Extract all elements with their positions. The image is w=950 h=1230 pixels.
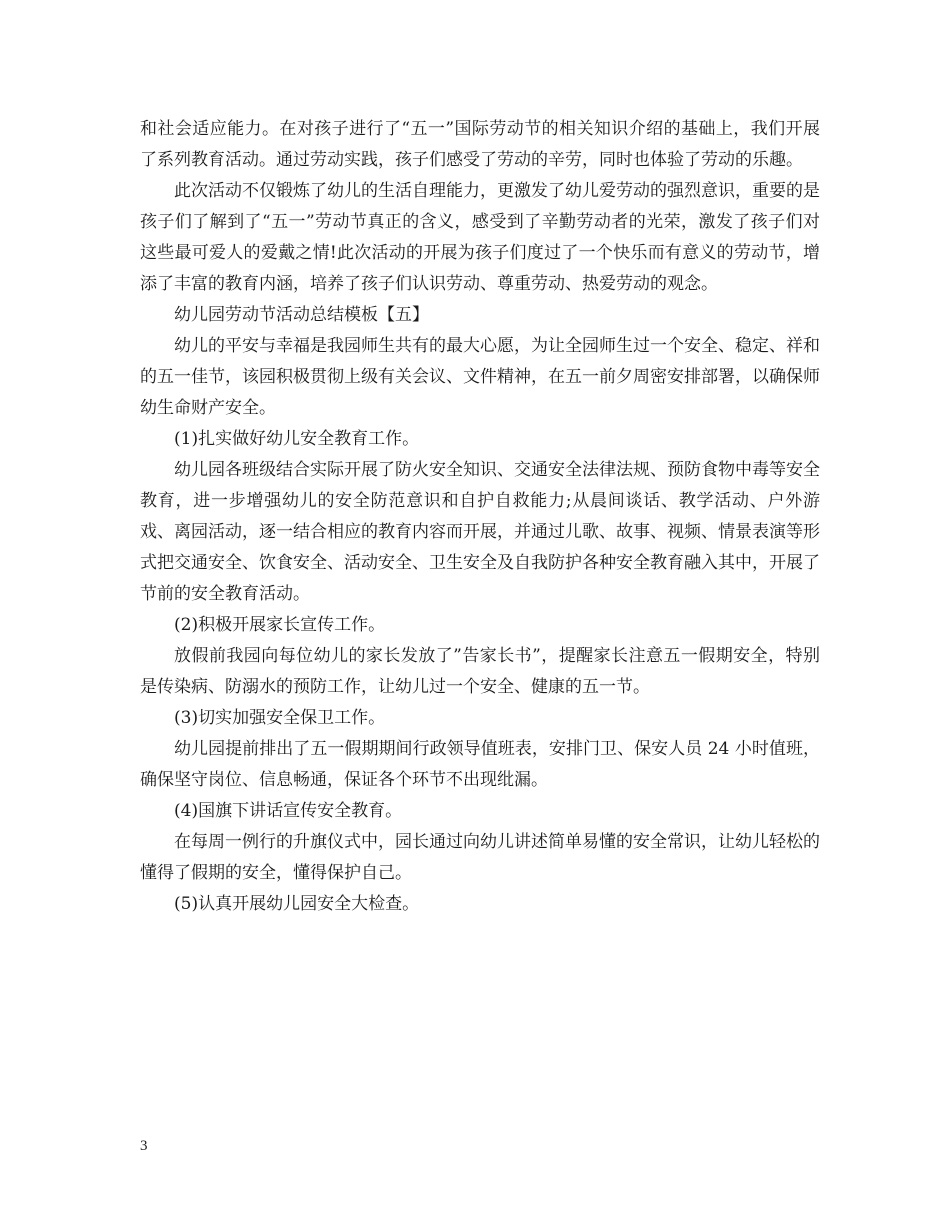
page-number: 3	[140, 1138, 148, 1154]
section-heading: 幼儿园劳动节活动总结模板【五】	[174, 305, 429, 325]
list-item-heading: (4)国旗下讲话宣传安全教育。	[174, 801, 403, 821]
paragraph: 幼儿园各班级结合实际开展了防火安全知识、交通安全法律法规、预防食物中毒等安全教育，进一步增强幼儿的安全防范意识和自护自救能力;从晨间谈话、教学活动、户外游戏、离园活动，逐一结合相应的教育内容而开展，并通过儿歌、故事、视频、情景表演等形式把交通安全、饮食安全、活动安全、卫生安全及自我防护各种安全教育融入其中，开展了节前的安全教育活动。	[140, 460, 820, 604]
list-item-heading: (1)扎实做好幼儿安全教育工作。	[174, 429, 420, 449]
list-item-heading: (5)认真开展幼儿园安全大检查。	[174, 894, 420, 914]
list-item-heading: (2)积极开展家长宣传工作。	[174, 615, 386, 635]
paragraph: 此次活动不仅锻炼了幼儿的生活自理能力，更激发了幼儿爱劳动的强烈意识，重要的是孩子们了解到了“五一”劳动节真正的含义，感受到了辛勤劳动者的光荣，激发了孩子们对这些最可爱人的爱戴之情!此次活动的开展为孩子们度过了一个快乐而有意义的劳动节，增添了丰富的教育内涵，培养了孩子们认识劳动、尊重劳动、热爱劳动的观念。	[140, 181, 820, 294]
paragraph: 放假前我园向每位幼儿的家长发放了”告家长书”，提醒家长注意五一假期安全，特别是传染病、防溺水的预防工作，让幼儿过一个安全、健康的五一节。	[140, 646, 820, 697]
document-body	[140, 114, 820, 920]
paragraph: 和社会适应能力。在对孩子进行了“五一”国际劳动节的相关知识介绍的基础上，我们开展了系列教育活动。通过劳动实践，孩子们感受了劳动的辛劳，同时也体验了劳动的乐趣。	[140, 119, 820, 170]
paragraph: 幼儿园提前排出了五一假期期间行政领导值班表，安排门卫、保安人员 24 小时值班，确保坚守岗位、信息畅通，保证各个环节不出现纰漏。	[140, 739, 820, 790]
list-item-heading: (3)切实加强安全保卫工作。	[174, 708, 386, 728]
paragraph: 幼儿的平安与幸福是我园师生共有的最大心愿，为让全园师生过一个安全、稳定、祥和的五一佳节，该园积极贯彻上级有关会议、文件精神，在五一前夕周密安排部署，以确保师幼生命财产安全。	[140, 336, 820, 418]
paragraph: 在每周一例行的升旗仪式中，园长通过向幼儿讲述简单易懂的安全常识，让幼儿轻松的懂得了假期的安全，懂得保护自己。	[140, 832, 820, 883]
